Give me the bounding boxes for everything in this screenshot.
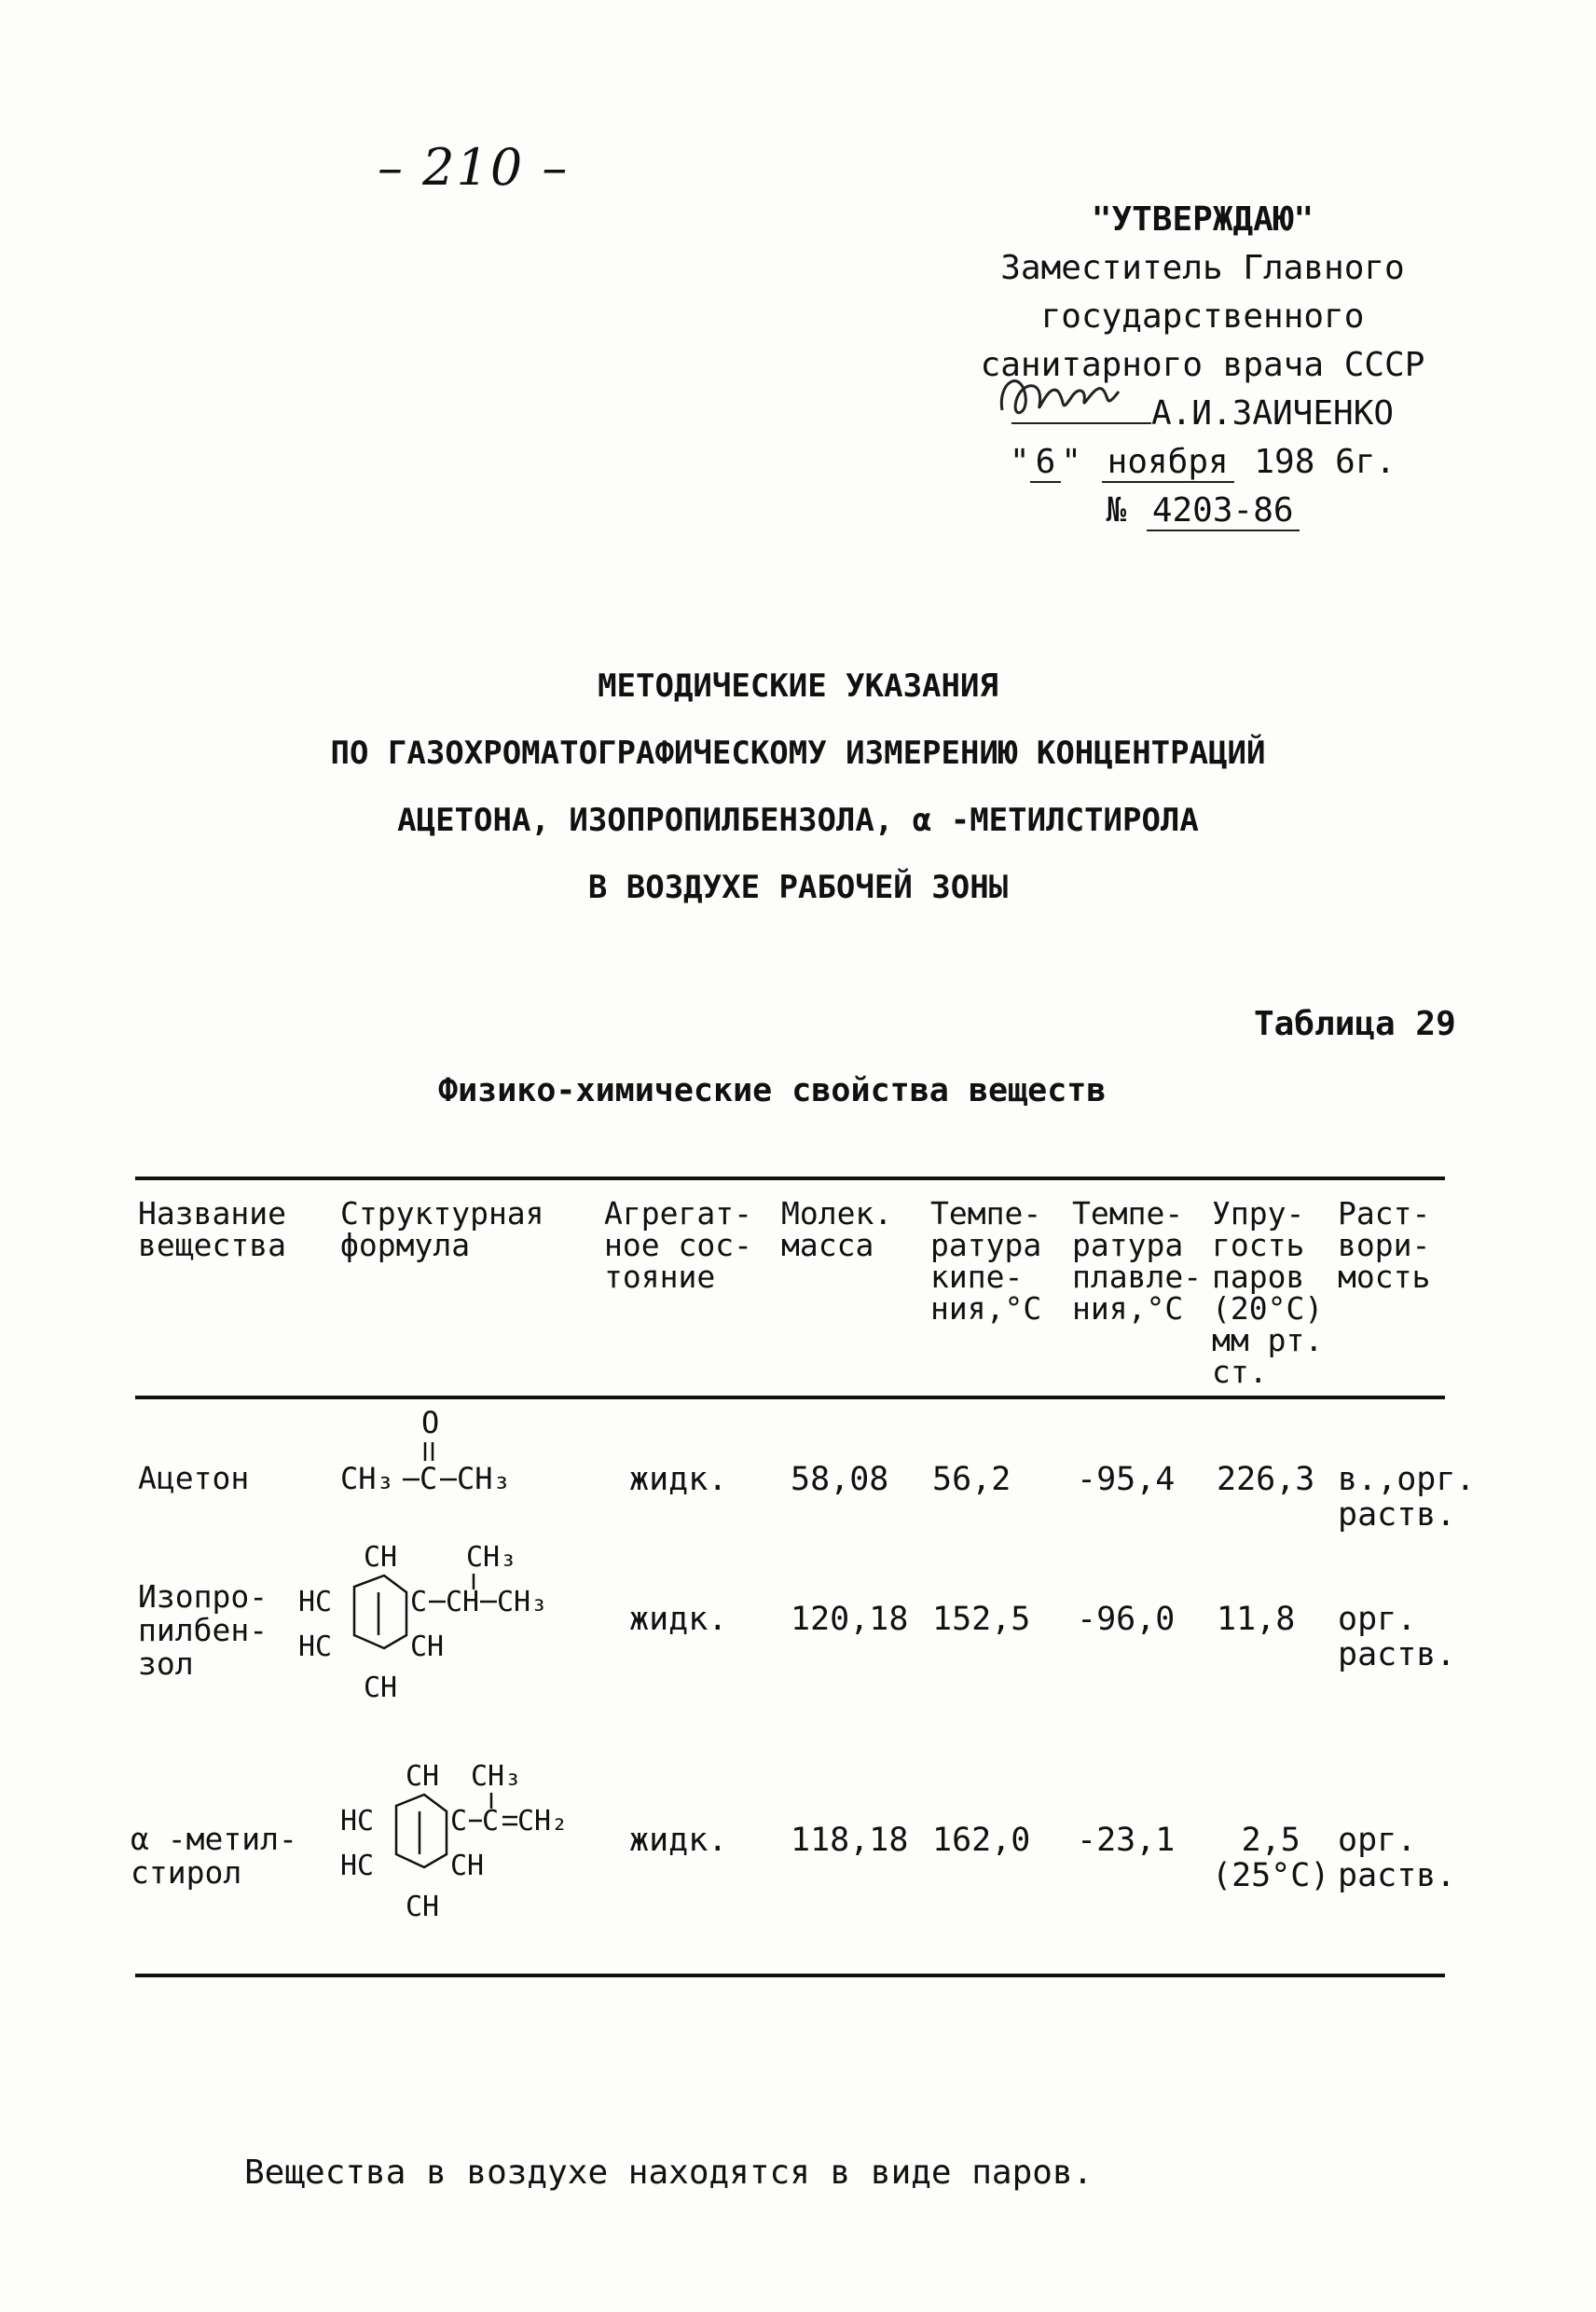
header-vapor: Упру- гость паров (20°С) мм рт. ст. bbox=[1212, 1195, 1324, 1390]
row-2-mass: 120,18 bbox=[791, 1601, 909, 1638]
ipb-ch-chain: CH bbox=[446, 1586, 480, 1618]
row-2-boil: 152,5 bbox=[932, 1601, 1031, 1638]
date-quote-close: " bbox=[1061, 443, 1081, 481]
date-year: 198 6г. bbox=[1254, 443, 1396, 481]
header-name: Название вещества bbox=[138, 1195, 286, 1263]
table-bottom-rule bbox=[135, 1974, 1445, 1977]
number-prefix: № bbox=[1106, 491, 1127, 530]
footnote: Вещества в воздухе находятся в виде паров. bbox=[244, 2154, 1094, 2192]
row-1-mass: 58,08 bbox=[791, 1461, 889, 1498]
ms-c-sub: C bbox=[450, 1805, 468, 1837]
row-3-vapor: 2,5 (25°С) bbox=[1212, 1822, 1330, 1894]
row-3-name: α -метил- стирол bbox=[131, 1821, 297, 1891]
signature-image bbox=[993, 364, 1133, 429]
approval-position-3: санитарного врача СССР bbox=[980, 346, 1425, 384]
ms-hc-left-top: HC bbox=[340, 1805, 375, 1837]
ms-ch-bottom: CH bbox=[406, 1891, 440, 1923]
row-1-solubility: в.,орг. раств. bbox=[1338, 1461, 1476, 1534]
header-solubility: Раст- вори- мость bbox=[1338, 1195, 1431, 1295]
ms-ch-right: CH bbox=[450, 1850, 485, 1882]
approval-position-2: государственного bbox=[1040, 297, 1365, 336]
approval-name: А.И.ЗАИЧЕНКО bbox=[1150, 394, 1395, 433]
row-1-name: Ацетон bbox=[138, 1460, 250, 1496]
row-2-formula bbox=[298, 1538, 578, 1725]
row-3-melt: -23,1 bbox=[1077, 1822, 1176, 1859]
acetone-c: C bbox=[420, 1461, 438, 1496]
title-line-2: ПО ГАЗОХРОМАТОГРАФИЧЕСКОМУ ИЗМЕРЕНИЮ КОНЦЕНТРАЦИЙ bbox=[330, 735, 1266, 772]
approval-date bbox=[960, 438, 1445, 487]
ipb-ch-bottom: CH bbox=[364, 1672, 398, 1704]
page-number: – 210 – bbox=[378, 138, 570, 197]
row-1-melt: -95,4 bbox=[1077, 1461, 1176, 1498]
row-3-boil: 162,0 bbox=[932, 1822, 1031, 1859]
number-value: 4203-86 bbox=[1147, 491, 1300, 531]
header-formula: Структурная формула bbox=[340, 1195, 544, 1263]
row-3-formula bbox=[331, 1757, 611, 1944]
row-2-melt: -96,0 bbox=[1077, 1601, 1176, 1638]
row-3-solubility: орг. раств. bbox=[1338, 1822, 1456, 1894]
ipb-ch3-chain: CH₃ bbox=[497, 1586, 548, 1618]
acetone-ch3-right: CH₃ bbox=[457, 1461, 511, 1496]
ipb-c: C bbox=[410, 1586, 428, 1618]
row-3-state: жидк. bbox=[629, 1822, 728, 1859]
table-top-rule bbox=[135, 1177, 1445, 1180]
approval-number bbox=[960, 487, 1445, 535]
ipb-ch-top: CH bbox=[364, 1541, 398, 1574]
row-1-boil: 56,2 bbox=[932, 1461, 1011, 1498]
table-title: Физико-химические свойства веществ bbox=[438, 1072, 1107, 1109]
title-line-1: МЕТОДИЧЕСКИЕ УКАЗАНИЯ bbox=[598, 667, 998, 705]
table-label: Таблица 29 bbox=[1254, 1005, 1456, 1043]
table-header-rule bbox=[135, 1396, 1445, 1399]
approval-position-1: Заместитель Главного bbox=[1000, 249, 1405, 287]
document-title bbox=[0, 653, 1596, 921]
date-day: 6 bbox=[1030, 443, 1062, 483]
header-state: Агрегат- ное сос- тояние bbox=[604, 1195, 752, 1295]
ms-ch-top: CH bbox=[406, 1760, 440, 1793]
row-1-state: жидк. bbox=[629, 1461, 728, 1498]
ipb-hc-left-top: HC bbox=[298, 1586, 333, 1618]
row-1-vapor: 226,3 bbox=[1217, 1461, 1315, 1498]
ipb-hc-left-bottom: HC bbox=[298, 1631, 333, 1663]
row-2-vapor: 11,8 bbox=[1217, 1601, 1296, 1638]
row-2-name: Изопро- пилбен- зол bbox=[138, 1578, 268, 1682]
title-line-4: В ВОЗДУХЕ РАБОЧЕЙ ЗОНЫ bbox=[587, 869, 1009, 906]
header-mass: Молек. масса bbox=[781, 1195, 893, 1263]
ms-c-chain: C bbox=[482, 1805, 500, 1837]
ms-ch2-chain: CH₂ bbox=[517, 1805, 569, 1837]
ipb-ch-right: CH bbox=[410, 1631, 445, 1663]
date-month: ноября bbox=[1102, 443, 1234, 483]
title-line-3: АЦЕТОНА, ИЗОПРОПИЛБЕНЗОЛА, α -МЕТИЛСТИРОЛА bbox=[397, 802, 1199, 839]
row-2-state: жидк. bbox=[629, 1601, 728, 1638]
ipb-ch3-top: CH₃ bbox=[466, 1541, 517, 1574]
header-melt: Темпе- ратура плавле- ния,°С bbox=[1072, 1195, 1203, 1327]
acetone-ch3-left: CH₃ bbox=[340, 1461, 394, 1496]
ms-hc-left-bottom: HC bbox=[340, 1850, 375, 1882]
header-boil: Темпе- ратура кипе- ния,°С bbox=[930, 1195, 1042, 1327]
date-quote-open: " bbox=[1009, 443, 1030, 481]
row-2-solubility: орг. раств. bbox=[1338, 1601, 1456, 1673]
ms-ch3-top: CH₃ bbox=[471, 1760, 522, 1793]
approval-stamp: "УТВЕРЖДАЮ" bbox=[1091, 200, 1314, 239]
acetone-o: O bbox=[421, 1405, 440, 1440]
row-3-mass: 118,18 bbox=[791, 1822, 909, 1859]
